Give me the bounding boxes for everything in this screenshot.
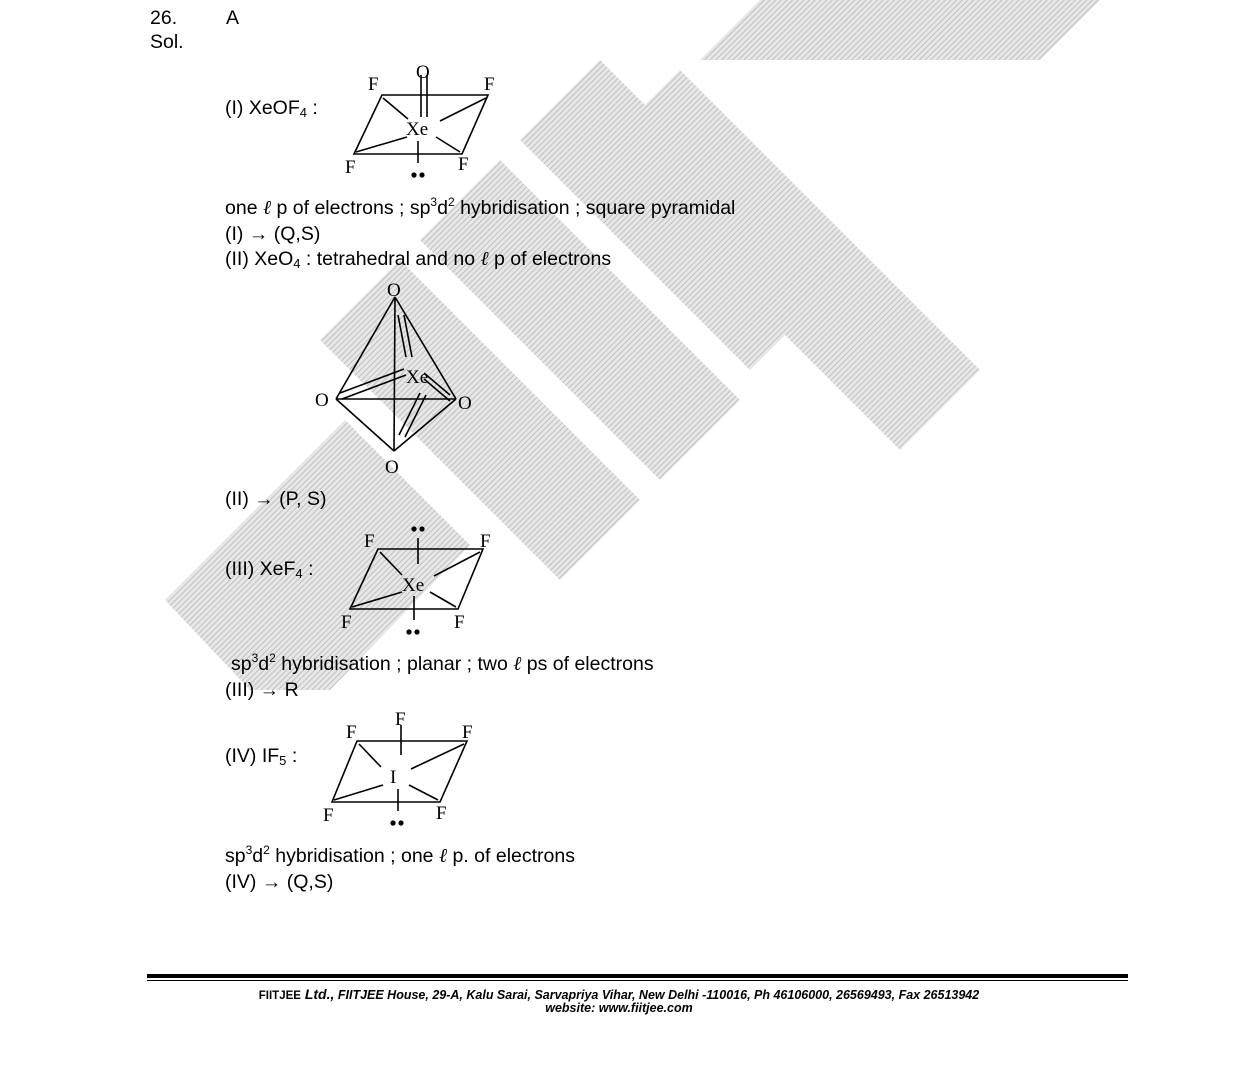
if5-label: (IV) $IF_5$ : — [225, 745, 298, 768]
atom-f: F — [341, 612, 352, 633]
answer-key: A — [226, 7, 240, 29]
if5-match: (IV) → (Q,S) — [225, 871, 334, 893]
xeo4-label: (II) XeO$_4$ : tetrahedral and no ℓ p of electrons — [225, 248, 612, 271]
atom-o: O — [416, 62, 430, 83]
atom-f: F — [458, 154, 469, 175]
atom-f: F — [462, 722, 473, 743]
xeo4-match: (II) → (P, S) — [225, 488, 327, 510]
xeof4-label: (I) XeOF$_4$ : — [225, 97, 318, 120]
atom-f: F — [346, 722, 357, 743]
footer-brand: FIITJEE — [258, 990, 301, 1002]
atom-o: O — [315, 390, 329, 411]
atom-o: O — [458, 393, 472, 414]
if5-description: $sp^3d^2$ hybridisation ; one ℓ p. of electrons — [225, 843, 575, 867]
footer-address: FIITJEE Ltd., FIITJEE House, 29-A, Kalu Sarai, Sarvapriya Vihar, New Delhi -110016, Ph 46106000, 26569493, Fax 26513942 — [258, 986, 980, 1002]
atom-f: F — [436, 803, 447, 824]
atom-f: F — [345, 157, 356, 178]
solution-label: Sol. — [150, 31, 184, 53]
atom-f: F — [323, 805, 334, 826]
footer-website: website: www.fiitjee.com — [545, 1001, 693, 1015]
atom-o: O — [385, 457, 399, 478]
atom-f: F — [480, 531, 491, 552]
footer-rule-thin — [147, 980, 1128, 981]
atom-f: F — [484, 74, 495, 95]
atom-i: I — [390, 767, 397, 788]
atom-f: F — [368, 74, 379, 95]
atom-xe: Xe — [406, 119, 429, 140]
atom-f: F — [395, 709, 406, 730]
xeof4-description: one ℓ p of electrons ; $sp^3d^2$ hybridisation ; square pyramidal — [225, 195, 736, 219]
atom-o: O — [387, 280, 401, 301]
xeo4-structure — [300, 275, 500, 485]
xef4-description: $sp^3d^2$ hybridisation ; planar ; two ℓ ps of electrons — [231, 651, 654, 675]
footer-rule-thick — [147, 974, 1128, 978]
atom-xe: Xe — [402, 575, 425, 596]
atom-f: F — [364, 531, 375, 552]
xef4-label: (III) XeF$_4$ : — [225, 558, 314, 581]
question-number: 26. — [150, 7, 178, 29]
atom-f: F — [454, 612, 465, 633]
xeof4-structure — [330, 55, 520, 185]
xef4-structure — [330, 520, 510, 645]
xeof4-match: (I) → (Q,S) — [225, 223, 321, 245]
atom-xe: Xe — [406, 367, 429, 388]
if5-structure — [315, 705, 495, 830]
xef4-match: (III) → R — [225, 679, 299, 701]
